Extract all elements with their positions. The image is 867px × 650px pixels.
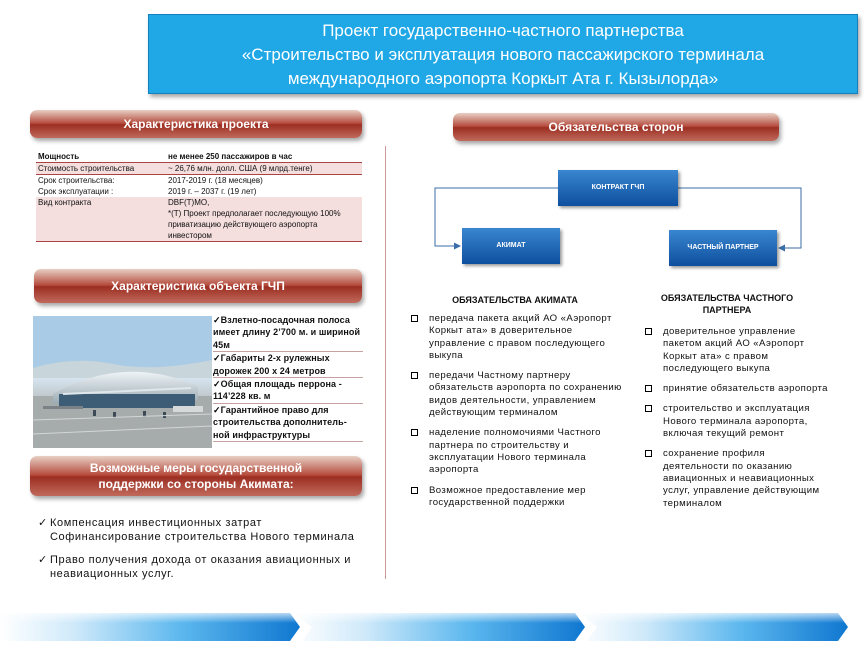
page-title	[148, 14, 858, 94]
row-value	[166, 197, 362, 242]
partner-box: ЧАСТНЫЙ ПАРТНЕР	[669, 230, 777, 266]
square-bullet-icon	[411, 487, 418, 494]
table-row	[36, 151, 362, 163]
obligation-text: строительство и эксплуатация Нового терминала аэропорта, включая текущий ремонт	[663, 403, 810, 440]
feature-text: Габариты 2-х рулежных дорожек 200 х 24 метров	[213, 353, 330, 376]
obligation-text: сохранение профиля деятельности по оказанию авиационных и неавиационных услуг, управление действующим терминалом	[663, 448, 820, 509]
row-label: Срок строительства:	[38, 176, 115, 185]
object-features	[213, 314, 363, 442]
contract-diagram	[433, 160, 803, 270]
square-bullet-icon	[411, 372, 418, 379]
obligation-text: передачи Частному партнеру обязательств аэропорта по сохранению видов деятельности, управлением действующим терминалом	[429, 370, 622, 419]
support-header-line-1: Возможные меры государственной	[89, 461, 303, 475]
obligation-text: принятие обязательств аэропорта	[663, 383, 828, 395]
airport-terminal-image	[33, 316, 212, 448]
akimat-obligations-title: ОБЯЗАТЕЛЬСТВА АКИМАТА	[452, 295, 578, 305]
contract-box: КОНТРАКТ ГЧП	[558, 170, 678, 206]
table-row	[36, 163, 362, 175]
partner-obligations-title: ОБЯЗАТЕЛЬСТВА ЧАСТНОГО ПАРТНЕРА	[660, 293, 794, 315]
table-row	[36, 197, 362, 242]
row-label: Вид контракта	[36, 197, 166, 242]
akimat-box: АКИМАТ	[462, 228, 560, 264]
title-line-1: Проект государственно-частного партнерства	[322, 21, 684, 40]
check-icon: ✓	[213, 353, 221, 364]
footer-band	[0, 609, 867, 645]
support-text: Компенсация инвестиционных затрат Софинансирование строительства Нового терминала	[50, 517, 355, 543]
obligations-header: Обязательства сторон	[453, 113, 779, 141]
square-bullet-icon	[645, 450, 652, 457]
title-line-3: международного аэропорта Коркыт Ата г. Кызылорда»	[287, 69, 719, 88]
check-icon: ✓	[213, 404, 221, 415]
obligation-text: Возможное предоставление мер государственной поддержки	[429, 484, 586, 508]
obligation-text: наделение полномочиями Частного партнера по строительству и эксплуатации Нового терминала аэропорта	[429, 427, 601, 476]
support-header	[30, 456, 362, 496]
square-bullet-icon	[411, 315, 418, 322]
support-text: Право получения дохода от оказания авиационных и неавиационных услуг.	[50, 554, 351, 580]
project-table	[36, 151, 362, 242]
list-item	[213, 314, 363, 352]
contract-note: *(T) Проект предполагает последующую 100% приватизацию действующего аэропорта инвестором	[168, 209, 341, 240]
row-label: Стоимость строительства	[36, 163, 166, 175]
contract-type: DBF(T)MO,	[168, 198, 210, 207]
title-line-2: «Строительство и эксплуатация нового пассажирского терминала	[241, 45, 765, 64]
list-item	[213, 352, 363, 378]
list-item	[645, 326, 830, 375]
square-bullet-icon	[645, 385, 652, 392]
row-value: 2017-2019 г. (18 месяцев)	[168, 176, 263, 185]
square-bullet-icon	[411, 429, 418, 436]
list-item	[411, 427, 631, 476]
check-icon: ✓	[213, 379, 221, 390]
list-item	[213, 378, 363, 404]
column-divider	[385, 146, 386, 579]
list-item	[38, 516, 368, 544]
list-item	[645, 383, 830, 395]
row-value: 2019 г. – 2037 г. (19 лет)	[168, 187, 257, 196]
feature-text: Взлетно-посадочная полоса имеет длину 2’700 м. и шириной 45м	[213, 315, 361, 350]
row-label: Мощность	[36, 151, 166, 163]
row-value: ~ 26,76 млн. долл. США (9 млрд.тенге)	[166, 163, 362, 175]
table-row	[36, 186, 362, 197]
square-bullet-icon	[645, 405, 652, 412]
akimat-obligations-list	[411, 313, 631, 517]
support-list	[38, 516, 368, 590]
partner-obligations-list	[645, 326, 830, 518]
list-item	[411, 370, 631, 419]
project-header: Характеристика проекта	[30, 110, 362, 138]
list-item	[38, 553, 368, 581]
check-icon: ✓	[213, 315, 221, 325]
object-header: Характеристика объекта ГЧП	[34, 269, 362, 303]
row-label: Срок эксплуатации :	[38, 187, 114, 196]
table-row	[36, 175, 362, 187]
list-item	[645, 403, 830, 440]
support-header-line-2: поддержки со стороны Акимата:	[98, 477, 294, 491]
list-item	[411, 313, 631, 362]
feature-text: Общая площадь перрона - 114’228 кв. м	[213, 379, 342, 402]
list-item	[213, 404, 363, 442]
obligation-text: доверительное управление пакетом акций АО «Аэропорт Коркыт ата» с правом последующего выкупа	[663, 326, 805, 374]
check-icon: ✓	[38, 554, 48, 566]
feature-text: Гарантийное право для строительства дополнитель-ной инфраструктуры	[213, 404, 347, 440]
list-item	[645, 448, 830, 509]
list-item	[411, 485, 631, 510]
square-bullet-icon	[645, 328, 652, 335]
row-value: не менее 250 пассажиров в час	[166, 151, 362, 163]
obligation-text: передача пакета акций АО «Аэропорт Коркыт ата» в доверительное управление с правом последующего выкупа	[429, 313, 612, 361]
check-icon: ✓	[38, 517, 48, 529]
